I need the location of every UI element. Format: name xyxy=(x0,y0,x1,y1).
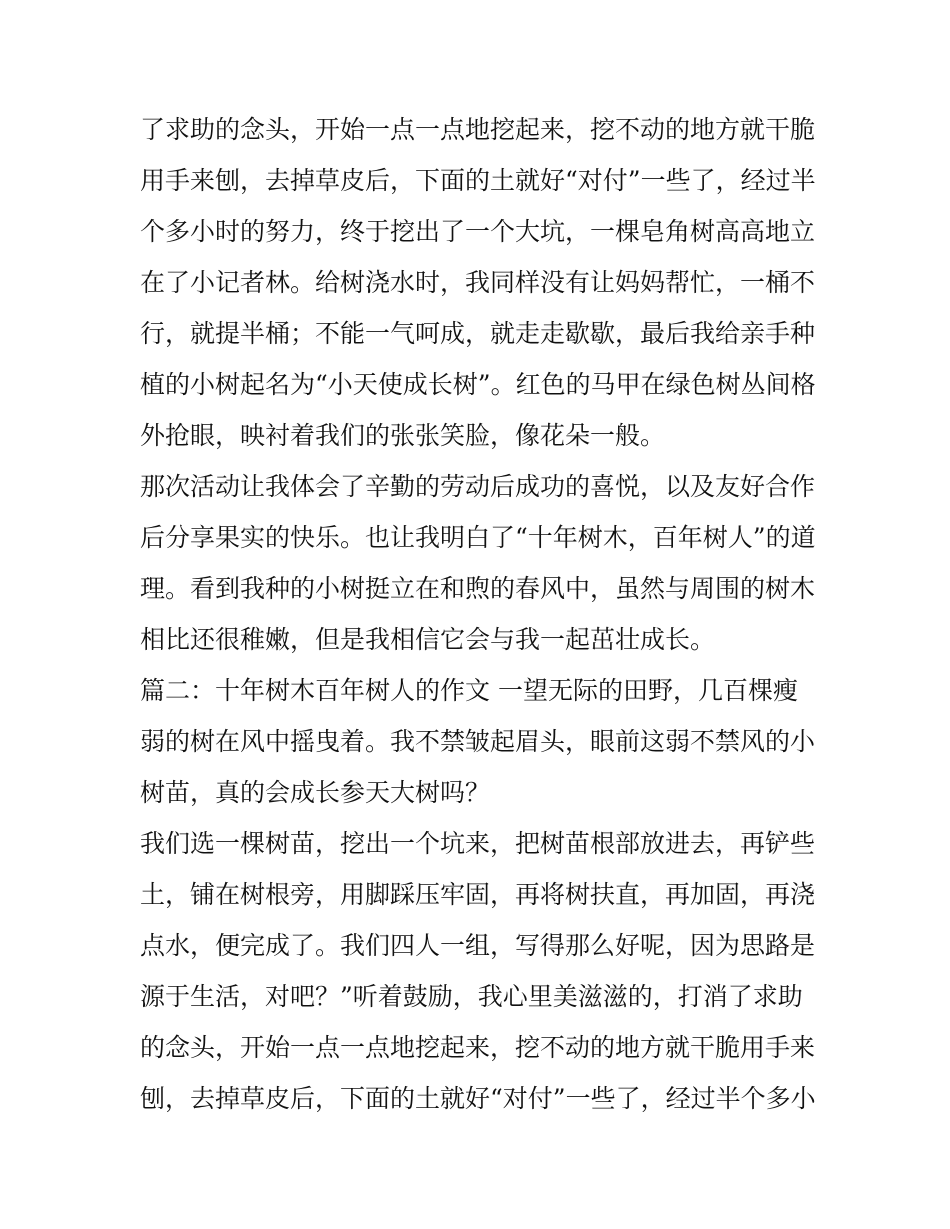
text-line: 刨，去掉草皮后，下面的土就好“对付”一些了，经过半个多小 xyxy=(140,1084,816,1113)
text-line: 源于生活，对吧？”听着鼓励，我心里美滋滋的，打消了求助 xyxy=(140,982,803,1011)
text-line: 个多小时的努力，终于挖出了一个大坑，一棵皂角树高高地立 xyxy=(140,217,816,246)
text-line: 用手来刨，去掉草皮后，下面的土就好“对付”一些了，经过半 xyxy=(140,166,816,195)
text-line: 树苗，真的会成长参天大树吗？ xyxy=(140,778,491,807)
text-line: 弱的树在风中摇曳着。我不禁皱起眉头，眼前这弱不禁风的小 xyxy=(140,727,816,756)
text-line: 外抢眼，映衬着我们的张张笑脸，像花朵一般。 xyxy=(140,421,666,450)
text-line: 了求助的念头，开始一点一点地挖起来，挖不动的地方就干脆 xyxy=(140,115,816,144)
text-line: 的念头，开始一点一点地挖起来，挖不动的地方就干脆用手来 xyxy=(140,1033,816,1062)
text-line: 相比还很稚嫩，但是我相信它会与我一起茁壮成长。 xyxy=(140,625,716,654)
text-line: 点水，便完成了。我们四人一组，写得那么好呢，因为思路是 xyxy=(140,931,816,960)
text-line: 我们选一棵树苗，挖出一个坑来，把树苗根部放进去，再铲些 xyxy=(140,829,816,858)
text-line: 土，铺在树根旁，用脚踩压牢固，再将树扶直，再加固，再浇 xyxy=(140,880,816,909)
document-body xyxy=(140,104,820,1124)
text-line: 行，就提半桶；不能一气呵成，就走走歇歇，最后我给亲手种 xyxy=(140,319,816,348)
text-line: 篇二：十年树木百年树人的作文 一望无际的田野，几百棵瘦 xyxy=(140,676,798,705)
text-line: 理。看到我种的小树挺立在和煦的春风中，虽然与周围的树木 xyxy=(140,574,816,603)
text-line: 那次活动让我体会了辛勤的劳动后成功的喜悦，以及友好合作 xyxy=(140,472,816,501)
text-line: 植的小树起名为“小天使成长树”。红色的马甲在绿色树丛间格 xyxy=(140,370,816,399)
text-line: 在了小记者林。给树浇水时，我同样没有让妈妈帮忙，一桶不 xyxy=(140,268,816,297)
text-line: 后分享果实的快乐。也让我明白了“十年树木，百年树人”的道 xyxy=(140,523,816,552)
